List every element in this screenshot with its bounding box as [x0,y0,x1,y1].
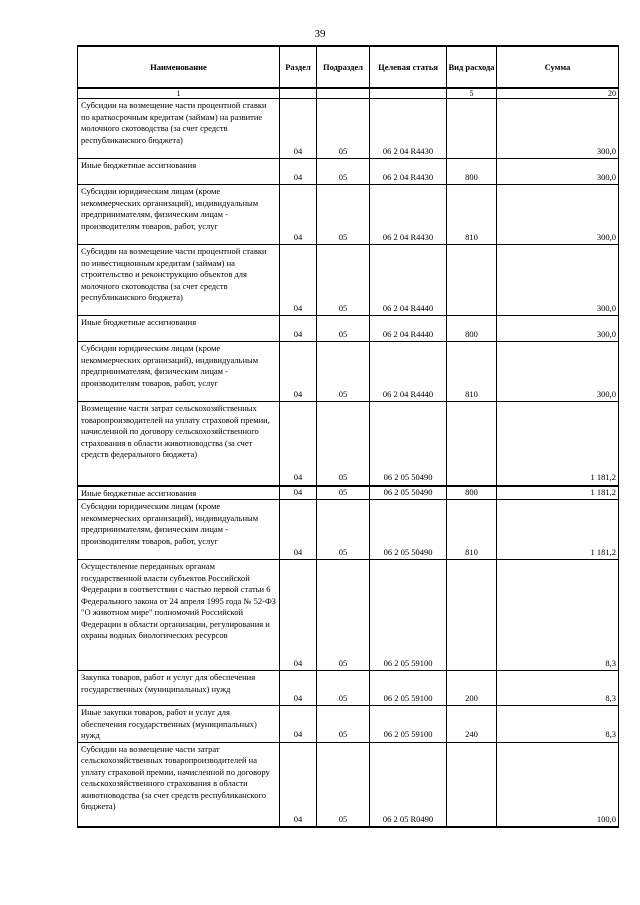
header-expense: Вид расхода [447,46,497,88]
cell-target: 06 2 04 R4440 [370,316,447,342]
cell-subsection: 05 [317,316,370,342]
cell-target: 06 2 05 R0490 [370,742,447,827]
table-row [78,486,619,500]
cell-name: Субсидии на возмещение части затрат сельскохозяйственных товаропроизводителей на уплату страховой премии, начисленной по договору сельскохозяйственного страхования в области животноводства (за счет средств республиканского бюджета) [78,742,280,827]
cell-name: Субсидии юридическим лицам (кроме некоммерческих организаций), индивидуальным предпринимателям, физическим лицам - производителям товаров, работ, услуг [78,342,280,402]
cell-section: 04 [280,402,317,486]
cell-target: 06 2 04 R4430 [370,99,447,159]
cell-amount: 8,3 [497,671,619,706]
table-row [78,671,619,706]
cell-section: 04 [280,316,317,342]
cell-expense: 810 [447,500,497,560]
cell-name: Субсидии на возмещение части процентной ставки по инвестиционным кредитам (займам) на строительство и реконструкцию объектов для молочного скотоводства (за счет средств республиканского бюджета) [78,245,280,316]
cell-section: 04 [280,742,317,827]
cell-name: Иные бюджетные ассигнования [78,159,280,185]
cell-section: 04 [280,500,317,560]
cell-expense [447,245,497,316]
column-number-5: 5 [447,88,497,99]
table-row [78,316,619,342]
cell-amount: 1 181,2 [497,402,619,486]
cell-amount: 300,0 [497,245,619,316]
cell-expense [447,560,497,671]
header-section: Раздел [280,46,317,88]
cell-target: 06 2 04 R4430 [370,185,447,245]
cell-section: 04 [280,185,317,245]
cell-target: 06 2 04 R4440 [370,342,447,402]
cell-subsection: 05 [317,742,370,827]
cell-target: 06 2 04 R4430 [370,159,447,185]
cell-expense: 240 [447,706,497,743]
cell-section: 04 [280,99,317,159]
cell-amount: 300,0 [497,99,619,159]
column-number-6: 20 [497,88,619,99]
cell-amount: 300,0 [497,185,619,245]
table-row [78,342,619,402]
table-row [78,402,619,486]
cell-subsection: 05 [317,671,370,706]
cell-expense: 810 [447,185,497,245]
cell-name: Осуществление переданных органам государственной власти субъектов Российской Федерации в соответствии с частью первой статьи 6 Федерального закона от 24 апреля 1995 года № 52-ФЗ "О животном мире" полномочий Российской Федерации в области организации, регулирования и охраны водных биологических ресурсов [78,560,280,671]
column-number-4 [370,88,447,99]
cell-target: 06 2 05 59100 [370,671,447,706]
cell-name: Субсидии на возмещение части процентной ставки по краткосрочным кредитам (займам) на развитие молочного скотоводства (за счет средств республиканского бюджета) [78,99,280,159]
cell-subsection: 05 [317,185,370,245]
cell-expense: 800 [447,486,497,500]
cell-section: 04 [280,342,317,402]
cell-expense: 200 [447,671,497,706]
cell-target: 06 2 04 R4440 [370,245,447,316]
cell-subsection: 05 [317,486,370,500]
cell-section: 04 [280,245,317,316]
cell-expense [447,742,497,827]
cell-name: Иные бюджетные ассигнования [78,316,280,342]
cell-expense: 800 [447,316,497,342]
cell-subsection: 05 [317,402,370,486]
cell-name: Субсидии юридическим лицам (кроме некоммерческих организаций), индивидуальным предпринимателям, физическим лицам - производителям товаров, работ, услуг [78,185,280,245]
cell-expense: 800 [447,159,497,185]
cell-amount: 300,0 [497,342,619,402]
cell-amount: 300,0 [497,316,619,342]
table-row [78,560,619,671]
column-number-row [78,88,619,99]
cell-target: 06 2 05 59100 [370,706,447,743]
table-row [78,706,619,743]
cell-section: 04 [280,560,317,671]
column-number-2 [280,88,317,99]
cell-amount: 300,0 [497,159,619,185]
table-row [78,185,619,245]
cell-target: 06 2 05 50490 [370,486,447,500]
cell-amount: 1 181,2 [497,500,619,560]
cell-expense [447,402,497,486]
header-row [78,46,619,88]
cell-target: 06 2 05 50490 [370,402,447,486]
budget-table [77,45,619,828]
header-name: Наименование [78,46,280,88]
cell-amount: 8,3 [497,560,619,671]
cell-name: Возмещение части затрат сельскохозяйственных товаропроизводителей на уплату страховой премии, начисленной по договору сельскохозяйственного страхования в области животноводства (за счет средств федерального бюджета) [78,402,280,486]
column-number-1: 1 [78,88,280,99]
cell-name: Иные закупки товаров, работ и услуг для обеспечения государственных (муниципальных) нужд [78,706,280,743]
column-number-3 [317,88,370,99]
cell-section: 04 [280,706,317,743]
cell-subsection: 05 [317,99,370,159]
table-row [78,245,619,316]
cell-amount: 1 181,2 [497,486,619,500]
cell-amount: 8,3 [497,706,619,743]
table-row [78,99,619,159]
cell-section: 04 [280,486,317,500]
cell-target: 06 2 05 59100 [370,560,447,671]
cell-subsection: 05 [317,706,370,743]
cell-amount: 100,0 [497,742,619,827]
cell-subsection: 05 [317,342,370,402]
cell-name: Закупка товаров, работ и услуг для обеспечения государственных (муниципальных) нужд [78,671,280,706]
cell-name: Иные бюджетные ассигнования [78,486,280,500]
cell-expense: 810 [447,342,497,402]
cell-subsection: 05 [317,159,370,185]
cell-target: 06 2 05 50490 [370,500,447,560]
cell-subsection: 05 [317,500,370,560]
table-row [78,159,619,185]
cell-subsection: 05 [317,560,370,671]
table-row [78,500,619,560]
header-target: Целевая статья [370,46,447,88]
cell-expense [447,99,497,159]
cell-section: 04 [280,671,317,706]
cell-name: Субсидии юридическим лицам (кроме некоммерческих организаций), индивидуальным предпринимателям, физическим лицам - производителям товаров, работ, услуг [78,500,280,560]
table-row [78,742,619,827]
header-amount: Сумма [497,46,619,88]
page-number: 39 [314,28,326,40]
header-subsection: Подраздел [317,46,370,88]
cell-section: 04 [280,159,317,185]
cell-subsection: 05 [317,245,370,316]
